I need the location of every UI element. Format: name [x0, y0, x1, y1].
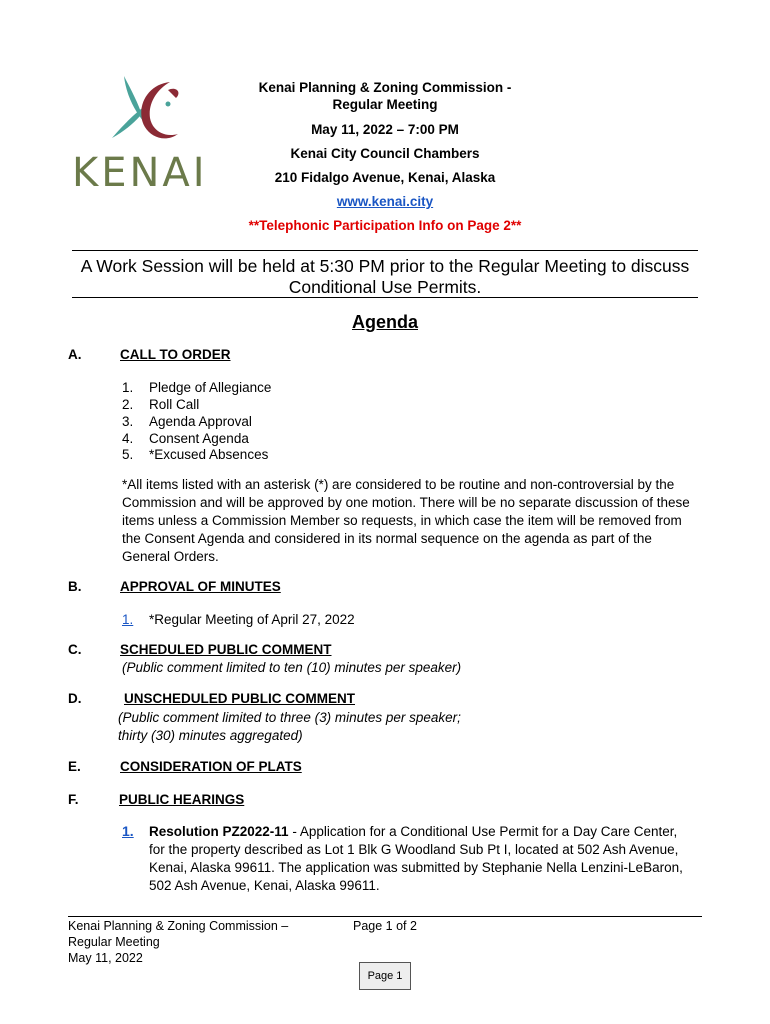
list-item: 1. *Regular Meeting of April 27, 2022 [122, 612, 355, 627]
agenda-title: Agenda [351, 312, 418, 332]
public-hearing-line4: 502 Ash Avenue, Kenai, Alaska 99611. [149, 878, 380, 893]
section-b-letter: B. [68, 579, 82, 594]
section-f-letter: F. [68, 792, 79, 807]
section-e-heading: CONSIDERATION OF PLATS [120, 759, 302, 774]
work-session-line1: A Work Session will be held at 5:30 PM prior to the Regular Meeting to discuss [80, 256, 690, 276]
list-item: 5. *Excused Absences [122, 447, 269, 462]
consent-note-line2: Commission and will be approved by one motion. There will be no separate discussion of these [122, 495, 690, 510]
section-c-note: (Public comment limited to ten (10) minutes per speaker) [122, 660, 462, 675]
consent-note-line1: *All items listed with an asterisk (*) are considered to be routine and non-controversial by the [122, 477, 675, 492]
consent-note-line5: General Orders. [122, 549, 219, 564]
kenai-logo [72, 72, 212, 196]
meeting-title-line1: Kenai Planning & Zoning Commission - [258, 80, 512, 95]
consent-note-line4: the Consent Agenda and considered in its normal sequence on the agenda as part of the [122, 531, 652, 546]
page-number-badge: Page 1 [359, 962, 411, 990]
public-hearing-line1: Resolution PZ2022-11 - Application for a Conditional Use Permit for a Day Care Center, [149, 824, 678, 839]
section-c-letter: C. [68, 642, 82, 657]
list-item: 4. Consent Agenda [122, 431, 249, 446]
meeting-title-line2: Regular Meeting [332, 97, 438, 112]
section-b-heading: APPROVAL OF MINUTES [120, 579, 281, 594]
footer-line3: May 11, 2022 [68, 951, 143, 965]
footer-line1: Kenai Planning & Zoning Commission – [68, 919, 289, 933]
public-hearing-item-num [122, 823, 134, 840]
section-d-note-line1: (Public comment limited to three (3) minutes per speaker; [118, 710, 461, 725]
page-of-count: Page 1 of 2 [353, 919, 417, 933]
website-link[interactable]: www.kenai.city [336, 194, 434, 209]
section-d-heading: UNSCHEDULED PUBLIC COMMENT [124, 691, 355, 706]
divider-bottom [72, 297, 698, 298]
section-c-heading: SCHEDULED PUBLIC COMMENT [120, 642, 332, 657]
footer-divider [68, 916, 702, 917]
minutes-item-link[interactable]: 1. [122, 612, 134, 627]
section-d-letter: D. [68, 691, 82, 706]
public-hearing-line3: Kenai, Alaska 99611. The application was submitted by Stephanie Nella Lenzini-LeBaron, [149, 860, 683, 875]
meeting-location: Kenai City Council Chambers [290, 146, 480, 161]
kenai-logo-mark-icon [72, 72, 212, 152]
footer-line2: Regular Meeting [68, 935, 160, 949]
section-f-heading: PUBLIC HEARINGS [119, 792, 245, 807]
telephonic-note: **Telephonic Participation Info on Page 2** [248, 218, 522, 233]
section-a-heading: CALL TO ORDER [120, 347, 231, 362]
section-a-letter: A. [68, 347, 82, 362]
consent-note-line3: items unless a Commission Member so requests, in which case the item will be removed from [122, 513, 682, 528]
public-hearing-line2: for the property described as Lot 1 Blk G Woodland Sub Pt I, located at 502 Ash Avenue, [149, 842, 679, 857]
work-session-line2: Conditional Use Permits. [288, 277, 482, 297]
section-e-letter: E. [68, 759, 81, 774]
list-item: 1. Pledge of Allegiance [122, 380, 272, 395]
section-d-note-line2: thirty (30) minutes aggregated) [118, 728, 303, 743]
meeting-date-time: May 11, 2022 – 7:00 PM [311, 122, 459, 137]
public-hearing-item-link[interactable]: 1. [122, 823, 134, 839]
kenai-wordmark: KENAI [72, 150, 208, 196]
divider-top [72, 250, 698, 251]
resolution-number: Resolution PZ2022-11 [149, 824, 289, 839]
list-item: 3. Agenda Approval [122, 414, 252, 429]
list-item: 2. Roll Call [122, 397, 200, 412]
meeting-address: 210 Fidalgo Avenue, Kenai, Alaska [274, 170, 496, 185]
